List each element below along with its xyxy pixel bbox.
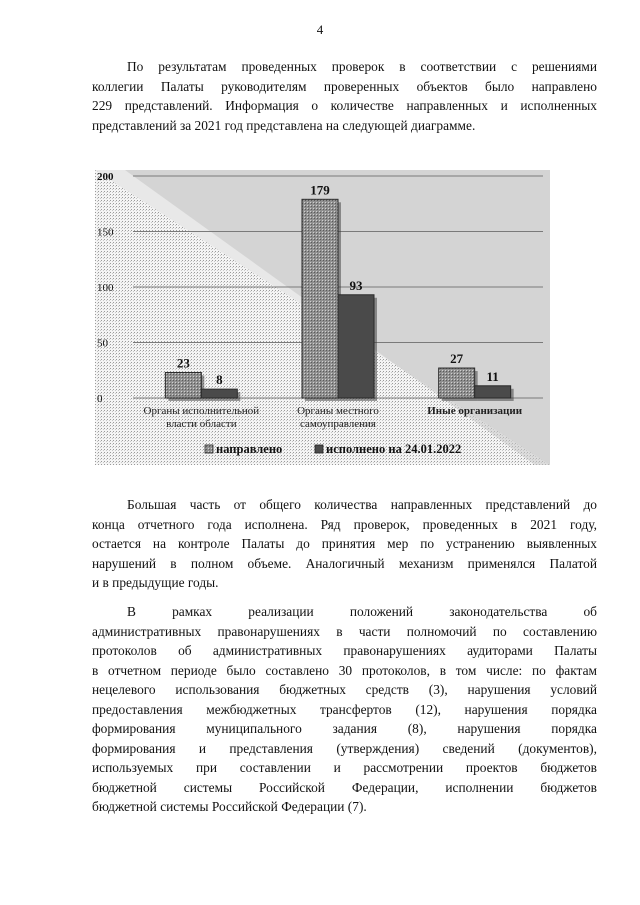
bar-sent	[302, 199, 338, 398]
text-line: в отчетном периоде было составлено 30 протоколов, в том числе: по фактам	[92, 662, 597, 678]
category-label: Иные организации	[427, 405, 523, 417]
text-line: формирования и представления (утверждения) сведений (документов),	[92, 740, 597, 756]
legend-label: направлено	[216, 442, 283, 456]
bar-chart	[95, 170, 550, 465]
legend-label: исполнено на 24.01.2022	[326, 442, 462, 456]
text-line: и в предыдущие годы.	[92, 575, 219, 590]
text-line: остается на контроле Палаты до принятия мер по устранению выявленных	[92, 536, 597, 551]
text-line: протоколов об административных правонарушениях аудиторами Палаты	[92, 643, 597, 658]
y-tick-label: 150	[97, 226, 114, 239]
text-line: 229 представлений. Информация о количестве направленных и исполненных	[92, 98, 597, 113]
data-label: 93	[349, 277, 363, 293]
bar-sent	[439, 368, 475, 398]
text-line: формирования муниципального задания (8), нарушения порядка	[92, 721, 597, 736]
text-line: нарушений в полном объеме. Аналогичный механизм применялся Палатой	[92, 555, 597, 571]
text-line: По результатам проведенных проверок в соответствии с решениями	[127, 59, 597, 74]
y-tick-label: 200	[97, 171, 114, 183]
text-line: используемых при составлении и рассмотрении проектов бюджетов	[92, 760, 597, 775]
category-label: Органы исполнительной	[143, 405, 260, 417]
legend-swatch	[315, 445, 323, 453]
data-label: 11	[486, 368, 499, 384]
data-label: 23	[176, 355, 190, 371]
bar-executed	[338, 295, 374, 398]
y-tick-label: 0	[97, 393, 103, 405]
category-label: самоуправления	[300, 418, 376, 430]
category-label: Органы местного	[297, 405, 379, 417]
text-line: Большая часть от общего количества направленных представлений до	[127, 497, 597, 512]
text-line: представлений за 2021 год представлена на следующей диаграмме.	[92, 117, 476, 133]
text-line: бюджетной системы Российской Федерации (7).	[92, 799, 367, 814]
paragraph-1	[92, 57, 597, 135]
text-line: административных правонарушениях в части полномочий по составлению	[92, 623, 597, 639]
bar-executed	[475, 386, 511, 398]
text-line: бюджетной системы Российской Федерации, исполнении бюджетов	[92, 779, 597, 795]
bar-executed	[201, 389, 237, 398]
text-line: В рамках реализации положений законодательства об	[127, 604, 597, 619]
chart-svg	[95, 170, 550, 465]
text-line: предоставления межбюджетных трансфертов (12), нарушения порядка	[92, 701, 597, 717]
text-line: конца отчетного года исполнена. Ряд проверок, проведенных в 2021 году,	[92, 516, 597, 532]
text-line: нецелевого использования бюджетных средств (3), нарушения условий	[92, 682, 597, 697]
y-tick-label: 100	[97, 282, 114, 294]
legend-swatch	[205, 445, 213, 453]
bar-sent	[165, 372, 201, 398]
page-number: 4	[316, 22, 324, 37]
data-label: 8	[216, 372, 223, 388]
category-label: власти области	[166, 418, 237, 430]
data-label: 179	[310, 182, 330, 198]
text-line: коллегии Палаты руководителям проверенных объектов было направлено	[92, 78, 597, 94]
paragraph-3	[92, 602, 597, 817]
data-label: 27	[450, 351, 464, 367]
paragraph-2	[92, 495, 597, 593]
y-tick-label: 50	[97, 337, 108, 350]
